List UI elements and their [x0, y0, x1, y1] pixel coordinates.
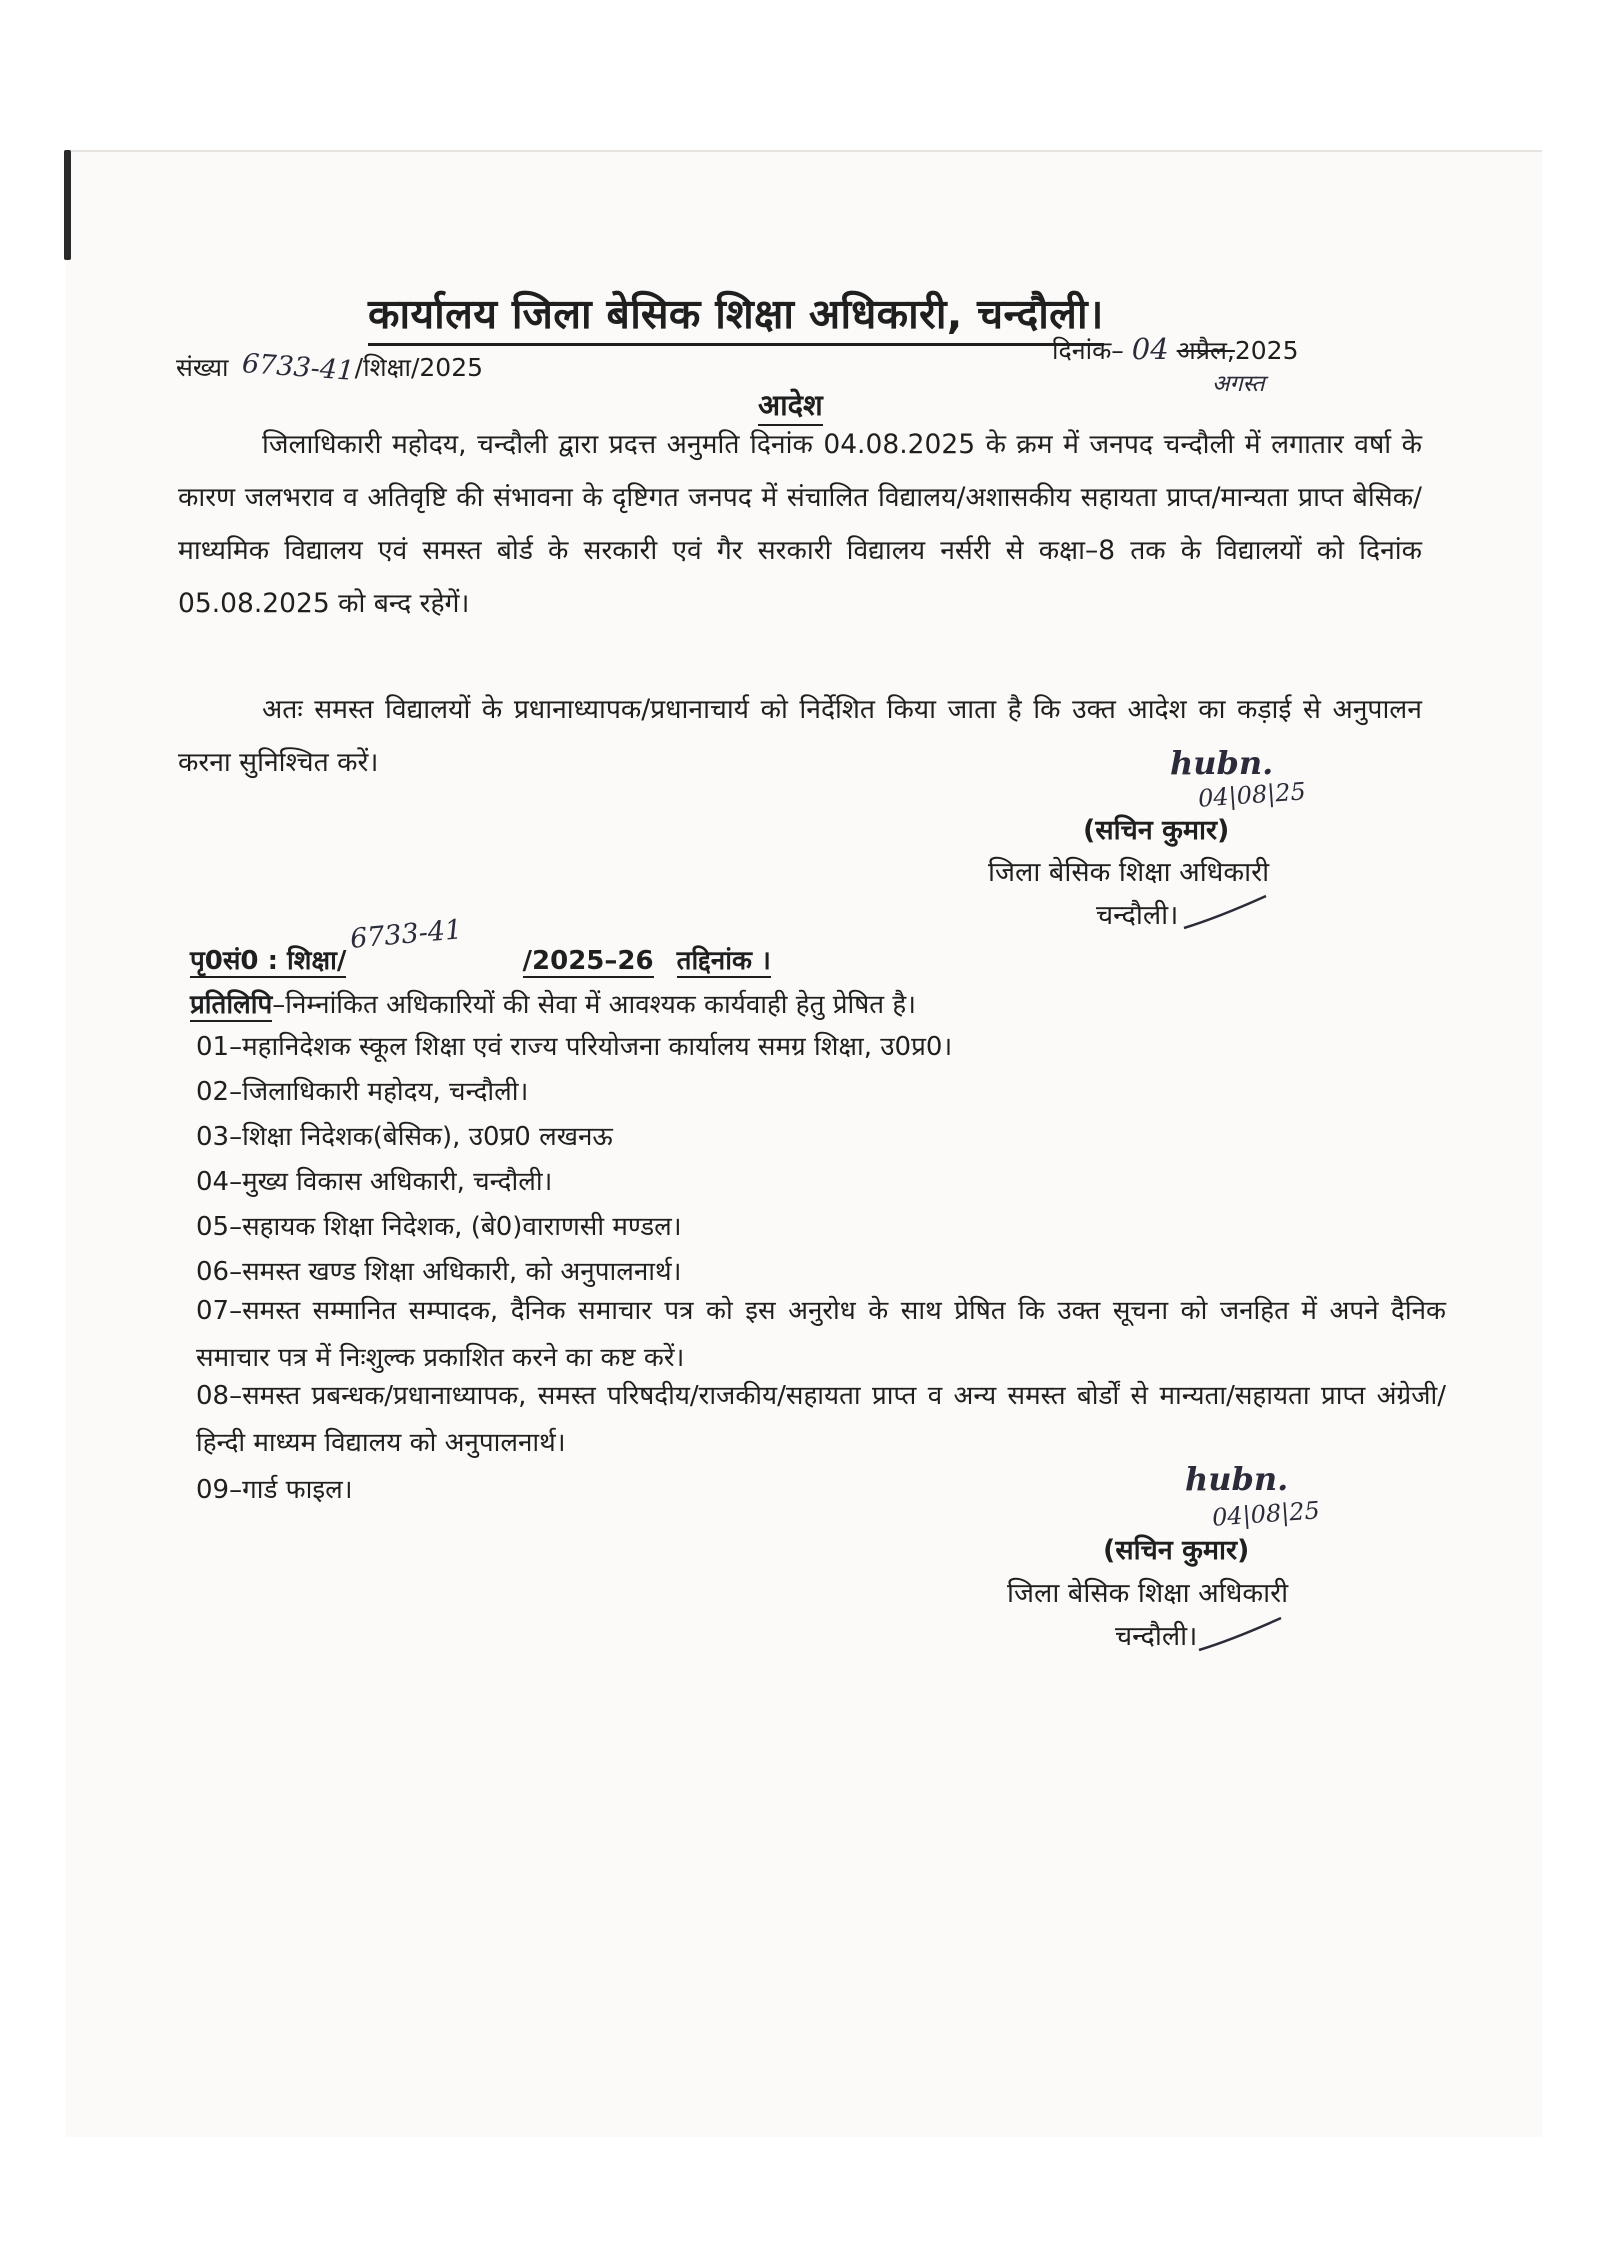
- date-year: 2025: [1234, 336, 1299, 365]
- signature-initials-1: hubn.: [1170, 744, 1274, 782]
- scan-edge-mark: [64, 150, 71, 260]
- reference-suffix: /शिक्षा/2025: [354, 353, 484, 382]
- date-line: [1052, 332, 1298, 367]
- copy-list-item-07: 07–समस्त सम्मानित सम्पादक, दैनिक समाचार पत्र को इस अनुरोध के साथ प्रेषित कि उक्त सूचना को जनहित में अपने दैनिक समाचार पत्र में निःशुल्क प्रकाशित करने का कष्ट करें।: [196, 1296, 1446, 1373]
- order-paragraph-1: जिलाधिकारी महोदय, चन्दौली द्वारा प्रदत्त अनुमति दिनांक 04.08.2025 के क्रम में जनपद चन्दौली में लगातार वर्षा के कारण जलभराव व अतिवृष्टि की संभावना के दृष्टिगत जनपद में संचालित विद्यालय/अशासकीय सहायता प्राप्त/मान्यता प्राप्त बेसिक/माध्यमिक विद्यालय एवं समस्त बोर्ड के सरकारी एवं गैर सरकारी विद्यालय नर्सरी से कक्षा–8 तक के विद्यालयों को दिनांक 05.08.2025 को बन्द रहेगें।: [178, 429, 1422, 619]
- date-day-handwritten: 04: [1131, 332, 1169, 366]
- signatory-designation-2: जिला बेसिक शिक्षा अधिकारी: [1007, 1578, 1289, 1609]
- copy-list-item-05: 05–सहायक शिक्षा निदेशक, (बे0)वाराणसी मण्डल।: [196, 1212, 682, 1242]
- date-month-handwritten: अगस्त: [1212, 371, 1265, 397]
- office-title: कार्यालय जिला बेसिक शिक्षा अधिकारी, चन्दौली।: [368, 285, 1104, 346]
- order-heading: आदेश: [758, 385, 823, 426]
- signatory-name-1: (सचिन कुमार): [1083, 815, 1230, 846]
- copy-list-item-08: 08–समस्त प्रबन्धक/प्रधानाध्यापक, समस्त परिषदीय/राजकीय/सहायता प्राप्त व अन्य समस्त बोर्डों से मान्यता/सहायता प्राप्त अंग्रेजी/हिन्दी माध्यम विद्यालय को अनुपालनार्थ।: [196, 1381, 1446, 1458]
- reference-line: [176, 348, 484, 387]
- signature-flourish-2: [1195, 1612, 1285, 1662]
- copy-reference-date: तद्दिनांक ।: [676, 946, 771, 976]
- copy-heading: [190, 985, 916, 1021]
- copy-list-item-02: 02–जिलाधिकारी महोदय, चन्दौली।: [196, 1077, 529, 1107]
- date-struck-month: अप्रैल,: [1176, 336, 1235, 365]
- copy-reference-label: पृ0सं0 : शिक्षा/: [190, 946, 347, 976]
- copy-heading-label: प्रतिलिपि: [190, 990, 273, 1020]
- signature-flourish-1: [1180, 890, 1270, 940]
- order-paragraph-2: अतः समस्त विद्यालयों के प्रधानाध्यापक/प्रधानाचार्य को निर्देशित किया जाता है कि उक्त आदेश का कड़ाई से अनुपालन करना सुनिश्चित करें।: [178, 694, 1422, 778]
- signature-date-2: 04|08|25: [1211, 1496, 1321, 1532]
- signature-initials-2: hubn.: [1185, 1460, 1289, 1498]
- signatory-name-2: (सचिन कुमार): [1103, 1535, 1250, 1566]
- copy-list-item-01: 01–महानिदेशक स्कूल शिक्षा एवं राज्य परियोजना कार्यालय समग्र शिक्षा, उ0प्र0।: [196, 1032, 953, 1062]
- copy-heading-text: –निम्नांकित अधिकारियों की सेवा में आवश्यक कार्यवाही हेतु प्रेषित है।: [272, 990, 917, 1020]
- copy-reference-year: /2025–26: [522, 946, 654, 976]
- signatory-place-1: चन्दौली।: [1096, 900, 1179, 931]
- copy-reference-number-handwritten: 6733-41: [349, 914, 464, 955]
- copy-reference-line: [190, 914, 771, 977]
- signatory-designation-1: जिला बेसिक शिक्षा अधिकारी: [988, 857, 1270, 888]
- reference-label: संख्या: [176, 353, 229, 382]
- reference-number-handwritten: 6733-41: [241, 348, 356, 387]
- copy-list-item-03: 03–शिक्षा निदेशक(बेसिक), उ0प्र0 लखनऊ: [196, 1122, 613, 1152]
- copy-list-item-06: 06–समस्त खण्ड शिक्षा अधिकारी, को अनुपालनार्थ।: [196, 1257, 682, 1287]
- signature-date-1: 04|08|25: [1197, 777, 1307, 813]
- copy-list-item-04: 04–मुख्य विकास अधिकारी, चन्दौली।: [196, 1167, 553, 1197]
- copy-list-item-09: 09–गार्ड फाइल।: [196, 1475, 353, 1505]
- date-label: दिनांक–: [1052, 336, 1124, 365]
- signatory-place-2: चन्दौली।: [1115, 1621, 1198, 1652]
